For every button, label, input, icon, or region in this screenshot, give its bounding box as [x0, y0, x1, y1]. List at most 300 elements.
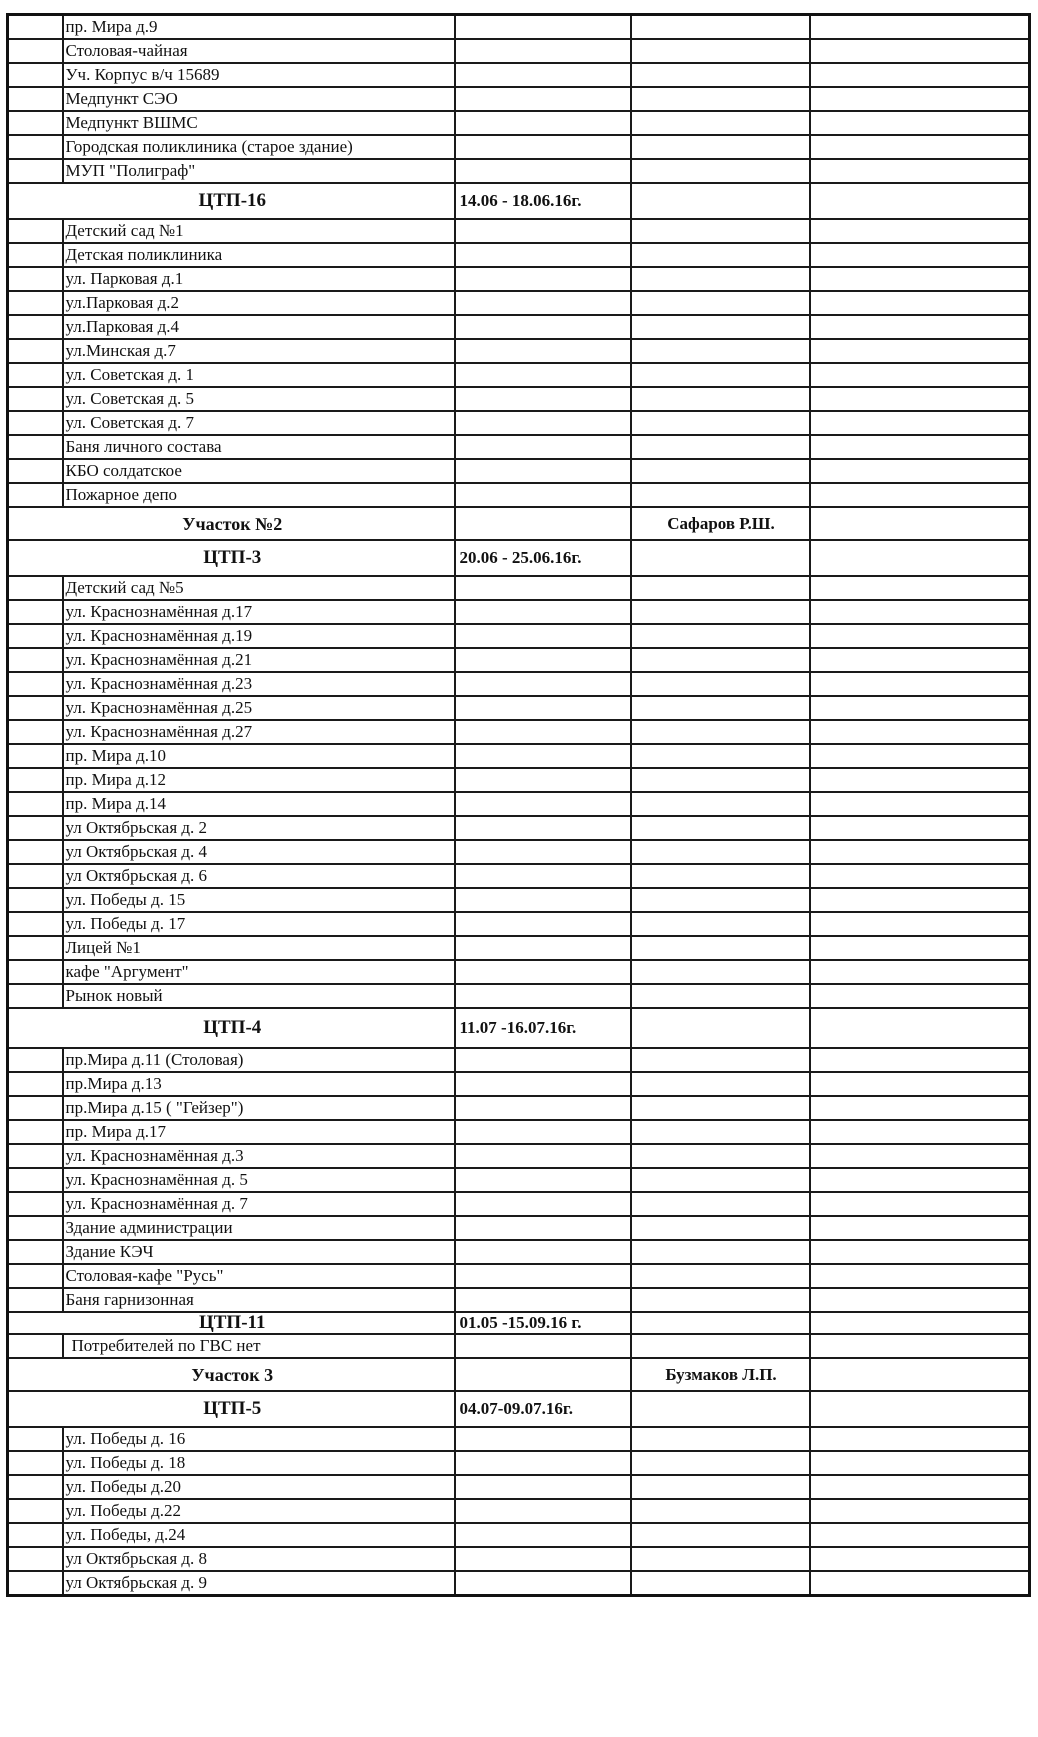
- consumer-name: ул. Краснознамённая д.17: [63, 600, 455, 624]
- note-cell: [810, 792, 1030, 816]
- consumer-name: ул Октябрьская д. 6: [63, 864, 455, 888]
- consumer-name: ул. Парковая д.1: [63, 267, 455, 291]
- district-name: Участок №2: [8, 507, 455, 540]
- row-number-cell: [8, 39, 63, 63]
- row-number-cell: [8, 219, 63, 243]
- table-row: [8, 219, 1030, 243]
- row-number-cell: [8, 624, 63, 648]
- table-row: [8, 1192, 1030, 1216]
- responsible-cell: [631, 291, 810, 315]
- note-cell: [810, 576, 1030, 600]
- ctp-name: ЦТП-11: [8, 1312, 455, 1334]
- responsible-cell: [631, 864, 810, 888]
- ctp-header-row: [8, 1312, 1030, 1334]
- row-number-cell: [8, 1240, 63, 1264]
- date-cell: [455, 1144, 631, 1168]
- note-cell: [810, 363, 1030, 387]
- note-cell: [810, 219, 1030, 243]
- row-number-cell: [8, 363, 63, 387]
- responsible-cell: [631, 1312, 810, 1334]
- note-cell: [810, 63, 1030, 87]
- row-number-cell: [8, 1523, 63, 1547]
- responsible-cell: [631, 267, 810, 291]
- note-cell: [810, 720, 1030, 744]
- responsible-cell: [631, 339, 810, 363]
- note-cell: [810, 1264, 1030, 1288]
- note-cell: [810, 159, 1030, 183]
- table-row: [8, 135, 1030, 159]
- date-cell: [455, 1358, 631, 1391]
- consumer-name: Детский сад №5: [63, 576, 455, 600]
- date-cell: [455, 63, 631, 87]
- responsible-cell: [631, 1334, 810, 1358]
- row-number-cell: [8, 1072, 63, 1096]
- row-number-cell: [8, 768, 63, 792]
- row-number-cell: [8, 243, 63, 267]
- note-cell: [810, 840, 1030, 864]
- table-row: [8, 459, 1030, 483]
- note-cell: [810, 87, 1030, 111]
- date-cell: [455, 135, 631, 159]
- note-cell: [810, 183, 1030, 219]
- date-cell: [455, 936, 631, 960]
- row-number-cell: [8, 1451, 63, 1475]
- consumer-name: ул. Победы д.20: [63, 1475, 455, 1499]
- note-cell: [810, 1334, 1030, 1358]
- consumer-name: пр. Мира д.10: [63, 744, 455, 768]
- responsible-cell: [631, 1523, 810, 1547]
- ctp-date: 14.06 - 18.06.16г.: [455, 183, 631, 219]
- consumer-name: Баня личного состава: [63, 435, 455, 459]
- responsible-cell: [631, 792, 810, 816]
- consumer-name: ул Октябрьская д. 2: [63, 816, 455, 840]
- note-cell: [810, 936, 1030, 960]
- note-cell: [810, 1144, 1030, 1168]
- date-cell: [455, 864, 631, 888]
- responsible-cell: [631, 411, 810, 435]
- responsible-cell: [631, 1547, 810, 1571]
- note-cell: [810, 816, 1030, 840]
- table-row: [8, 600, 1030, 624]
- responsible-cell: [631, 1096, 810, 1120]
- date-cell: [455, 87, 631, 111]
- responsible-cell: [631, 1240, 810, 1264]
- consumer-name: ул. Краснознамённая д.23: [63, 672, 455, 696]
- row-number-cell: [8, 1096, 63, 1120]
- consumer-name: ул. Победы, д.24: [63, 1523, 455, 1547]
- district-header-row: [8, 1358, 1030, 1391]
- note-cell: [810, 243, 1030, 267]
- responsible-cell: [631, 1451, 810, 1475]
- responsible-cell: [631, 624, 810, 648]
- consumer-name: Лицей №1: [63, 936, 455, 960]
- ctp-name: ЦТП-3: [8, 540, 455, 576]
- date-cell: [455, 888, 631, 912]
- note-cell: [810, 1475, 1030, 1499]
- date-cell: [455, 507, 631, 540]
- responsible-cell: [631, 1008, 810, 1048]
- note-cell: [810, 387, 1030, 411]
- table-row: [8, 624, 1030, 648]
- note-cell: [810, 435, 1030, 459]
- consumer-name: пр.Мира д.15 ( "Гейзер"): [63, 1096, 455, 1120]
- district-name: Участок 3: [8, 1358, 455, 1391]
- ctp-date: 04.07-09.07.16г.: [455, 1391, 631, 1427]
- responsible-cell: [631, 840, 810, 864]
- consumer-name: Столовая-чайная: [63, 39, 455, 63]
- responsible-cell: [631, 159, 810, 183]
- table-row: [8, 864, 1030, 888]
- table-row: [8, 291, 1030, 315]
- note-cell: [810, 1358, 1030, 1391]
- responsible-cell: [631, 600, 810, 624]
- consumer-name: КБО солдатское: [63, 459, 455, 483]
- responsible-cell: [631, 387, 810, 411]
- note-cell: [810, 15, 1030, 40]
- table-row: [8, 1240, 1030, 1264]
- ctp-header-row: [8, 183, 1030, 219]
- consumer-name: Медпункт СЭО: [63, 87, 455, 111]
- consumer-name: Рынок новый: [63, 984, 455, 1008]
- date-cell: [455, 624, 631, 648]
- date-cell: [455, 792, 631, 816]
- responsible-cell: [631, 1216, 810, 1240]
- date-cell: [455, 111, 631, 135]
- table-row: [8, 39, 1030, 63]
- consumer-name: Здание администрации: [63, 1216, 455, 1240]
- table-row: [8, 87, 1030, 111]
- note-cell: [810, 315, 1030, 339]
- ctp-date: 20.06 - 25.06.16г.: [455, 540, 631, 576]
- responsible-cell: [631, 888, 810, 912]
- note-cell: [810, 912, 1030, 936]
- table-row: [8, 1475, 1030, 1499]
- date-cell: [455, 267, 631, 291]
- table-row: [8, 1499, 1030, 1523]
- row-number-cell: [8, 648, 63, 672]
- row-number-cell: [8, 912, 63, 936]
- table-row: [8, 63, 1030, 87]
- ctp-date: 01.05 -15.09.16 г.: [455, 1312, 631, 1334]
- date-cell: [455, 1334, 631, 1358]
- responsible-cell: [631, 1144, 810, 1168]
- date-cell: [455, 291, 631, 315]
- row-number-cell: [8, 600, 63, 624]
- date-cell: [455, 1547, 631, 1571]
- table-row: [8, 576, 1030, 600]
- note-cell: [810, 1571, 1030, 1596]
- date-cell: [455, 15, 631, 40]
- note-cell: [810, 1008, 1030, 1048]
- consumer-name: Детский сад №1: [63, 219, 455, 243]
- responsible-cell: [631, 435, 810, 459]
- note-cell: [810, 1168, 1030, 1192]
- table-row: [8, 816, 1030, 840]
- note-cell: [810, 648, 1030, 672]
- consumer-name: ул. Советская д. 7: [63, 411, 455, 435]
- date-cell: [455, 648, 631, 672]
- row-number-cell: [8, 840, 63, 864]
- date-cell: [455, 816, 631, 840]
- consumer-name: Медпункт ВШМС: [63, 111, 455, 135]
- date-cell: [455, 1168, 631, 1192]
- date-cell: [455, 1288, 631, 1312]
- table-row: [8, 339, 1030, 363]
- row-number-cell: [8, 135, 63, 159]
- table-row: [8, 984, 1030, 1008]
- consumer-name: ул.Парковая д.2: [63, 291, 455, 315]
- responsible-cell: [631, 1072, 810, 1096]
- consumer-name: ул. Победы д. 16: [63, 1427, 455, 1451]
- responsible-cell: [631, 1168, 810, 1192]
- consumer-name: Городская поликлиника (старое здание): [63, 135, 455, 159]
- date-cell: [455, 1523, 631, 1547]
- note-cell: [810, 984, 1030, 1008]
- date-cell: [455, 1120, 631, 1144]
- table-row: [8, 1334, 1030, 1358]
- responsible-cell: [631, 720, 810, 744]
- responsible-cell: [631, 648, 810, 672]
- responsible-cell: [631, 63, 810, 87]
- consumer-name: пр. Мира д.9: [63, 15, 455, 40]
- consumer-name: ул. Советская д. 1: [63, 363, 455, 387]
- consumer-name: ул. Победы д. 15: [63, 888, 455, 912]
- responsible-cell: [631, 363, 810, 387]
- date-cell: [455, 411, 631, 435]
- note-cell: [810, 1216, 1030, 1240]
- consumer-name: ул Октябрьская д. 4: [63, 840, 455, 864]
- table-row: [8, 267, 1030, 291]
- date-cell: [455, 1072, 631, 1096]
- consumer-name: ул Октябрьская д. 9: [63, 1571, 455, 1596]
- responsible-cell: [631, 111, 810, 135]
- row-number-cell: [8, 1192, 63, 1216]
- consumer-name: ул. Краснознамённая д.27: [63, 720, 455, 744]
- date-cell: [455, 672, 631, 696]
- ctp-header-row: [8, 1008, 1030, 1048]
- consumer-note: Потребителей по ГВС нет: [63, 1334, 455, 1358]
- table-row: [8, 159, 1030, 183]
- consumer-name: пр. Мира д.14: [63, 792, 455, 816]
- responsible-cell: [631, 744, 810, 768]
- date-cell: [455, 696, 631, 720]
- row-number-cell: [8, 1144, 63, 1168]
- consumer-name: ул. Краснознамённая д.21: [63, 648, 455, 672]
- row-number-cell: [8, 984, 63, 1008]
- date-cell: [455, 39, 631, 63]
- row-number-cell: [8, 864, 63, 888]
- responsible-cell: [631, 15, 810, 40]
- responsible-cell: [631, 87, 810, 111]
- table-row: [8, 960, 1030, 984]
- note-cell: [810, 1499, 1030, 1523]
- table-row: [8, 1144, 1030, 1168]
- consumer-name: Пожарное депо: [63, 483, 455, 507]
- date-cell: [455, 483, 631, 507]
- note-cell: [810, 624, 1030, 648]
- row-number-cell: [8, 387, 63, 411]
- row-number-cell: [8, 576, 63, 600]
- table-row: [8, 648, 1030, 672]
- note-cell: [810, 267, 1030, 291]
- consumer-name: Баня гарнизонная: [63, 1288, 455, 1312]
- responsible-cell: [631, 960, 810, 984]
- date-cell: [455, 1264, 631, 1288]
- note-cell: [810, 864, 1030, 888]
- responsible-cell: [631, 936, 810, 960]
- consumer-name: кафе "Аргумент": [63, 960, 455, 984]
- consumer-name: ул Октябрьская д. 8: [63, 1547, 455, 1571]
- consumer-name: МУП "Полиграф": [63, 159, 455, 183]
- note-cell: [810, 291, 1030, 315]
- responsible-cell: [631, 1120, 810, 1144]
- consumer-name: ул. Советская д. 5: [63, 387, 455, 411]
- table-row: [8, 1264, 1030, 1288]
- date-cell: [455, 1048, 631, 1072]
- consumer-name: ул. Победы д.22: [63, 1499, 455, 1523]
- responsible-cell: [631, 219, 810, 243]
- row-number-cell: [8, 816, 63, 840]
- row-number-cell: [8, 1571, 63, 1596]
- note-cell: [810, 1391, 1030, 1427]
- row-number-cell: [8, 63, 63, 87]
- table-row: [8, 744, 1030, 768]
- consumer-name: Детская поликлиника: [63, 243, 455, 267]
- responsible-cell: [631, 1192, 810, 1216]
- table-row: [8, 411, 1030, 435]
- row-number-cell: [8, 1168, 63, 1192]
- responsible-cell: [631, 183, 810, 219]
- responsible-cell: [631, 1499, 810, 1523]
- row-number-cell: [8, 1048, 63, 1072]
- table-row: [8, 483, 1030, 507]
- responsible-cell: [631, 483, 810, 507]
- table-row: [8, 363, 1030, 387]
- date-cell: [455, 744, 631, 768]
- responsible-cell: [631, 135, 810, 159]
- row-number-cell: [8, 87, 63, 111]
- ctp-header-row: [8, 540, 1030, 576]
- district-responsible: Бузмаков Л.П.: [631, 1358, 810, 1391]
- consumer-name: ул. Краснознамённая д. 7: [63, 1192, 455, 1216]
- note-cell: [810, 1288, 1030, 1312]
- responsible-cell: [631, 768, 810, 792]
- date-cell: [455, 1571, 631, 1596]
- table-row: [8, 387, 1030, 411]
- responsible-cell: [631, 672, 810, 696]
- row-number-cell: [8, 696, 63, 720]
- note-cell: [810, 600, 1030, 624]
- table-row: [8, 1168, 1030, 1192]
- row-number-cell: [8, 1547, 63, 1571]
- note-cell: [810, 540, 1030, 576]
- note-cell: [810, 744, 1030, 768]
- responsible-cell: [631, 315, 810, 339]
- row-number-cell: [8, 744, 63, 768]
- table-row: [8, 1288, 1030, 1312]
- note-cell: [810, 1096, 1030, 1120]
- table-row: [8, 912, 1030, 936]
- date-cell: [455, 1475, 631, 1499]
- row-number-cell: [8, 1288, 63, 1312]
- table-row: [8, 672, 1030, 696]
- date-cell: [455, 435, 631, 459]
- date-cell: [455, 1499, 631, 1523]
- note-cell: [810, 1523, 1030, 1547]
- date-cell: [455, 339, 631, 363]
- date-cell: [455, 600, 631, 624]
- table-row: [8, 1451, 1030, 1475]
- responsible-cell: [631, 984, 810, 1008]
- ctp-date: 11.07 -16.07.16г.: [455, 1008, 631, 1048]
- consumer-name: ул. Краснознамённая д.3: [63, 1144, 455, 1168]
- consumer-name: ул. Победы д. 17: [63, 912, 455, 936]
- responsible-cell: [631, 459, 810, 483]
- table-row: [8, 1096, 1030, 1120]
- row-number-cell: [8, 1427, 63, 1451]
- note-cell: [810, 768, 1030, 792]
- consumer-name: Уч. Корпус в/ч 15689: [63, 63, 455, 87]
- table-row: [8, 243, 1030, 267]
- ctp-name: ЦТП-16: [8, 183, 455, 219]
- table-row: [8, 720, 1030, 744]
- note-cell: [810, 1120, 1030, 1144]
- table-row: [8, 888, 1030, 912]
- note-cell: [810, 1547, 1030, 1571]
- district-responsible: Сафаров Р.Ш.: [631, 507, 810, 540]
- note-cell: [810, 1048, 1030, 1072]
- consumer-name: ул. Краснознамённая д.19: [63, 624, 455, 648]
- row-number-cell: [8, 411, 63, 435]
- note-cell: [810, 1451, 1030, 1475]
- row-number-cell: [8, 1334, 63, 1358]
- responsible-cell: [631, 39, 810, 63]
- responsible-cell: [631, 816, 810, 840]
- date-cell: [455, 1451, 631, 1475]
- table-row: [8, 696, 1030, 720]
- district-header-row: [8, 507, 1030, 540]
- consumer-name: пр.Мира д.11 (Столовая): [63, 1048, 455, 1072]
- row-number-cell: [8, 672, 63, 696]
- consumer-name: Столовая-кафе "Русь": [63, 1264, 455, 1288]
- row-number-cell: [8, 936, 63, 960]
- consumer-name: ул.Минская д.7: [63, 339, 455, 363]
- row-number-cell: [8, 1475, 63, 1499]
- date-cell: [455, 984, 631, 1008]
- responsible-cell: [631, 1391, 810, 1427]
- schedule-table: [6, 13, 1031, 1597]
- date-cell: [455, 1427, 631, 1451]
- row-number-cell: [8, 291, 63, 315]
- table-row: [8, 111, 1030, 135]
- table-row: [8, 792, 1030, 816]
- responsible-cell: [631, 1264, 810, 1288]
- date-cell: [455, 960, 631, 984]
- note-cell: [810, 507, 1030, 540]
- row-number-cell: [8, 315, 63, 339]
- table-row: [8, 1048, 1030, 1072]
- row-number-cell: [8, 1120, 63, 1144]
- row-number-cell: [8, 159, 63, 183]
- date-cell: [455, 159, 631, 183]
- row-number-cell: [8, 111, 63, 135]
- consumer-name: пр. Мира д.12: [63, 768, 455, 792]
- responsible-cell: [631, 912, 810, 936]
- row-number-cell: [8, 483, 63, 507]
- table-row: [8, 1427, 1030, 1451]
- responsible-cell: [631, 243, 810, 267]
- row-number-cell: [8, 339, 63, 363]
